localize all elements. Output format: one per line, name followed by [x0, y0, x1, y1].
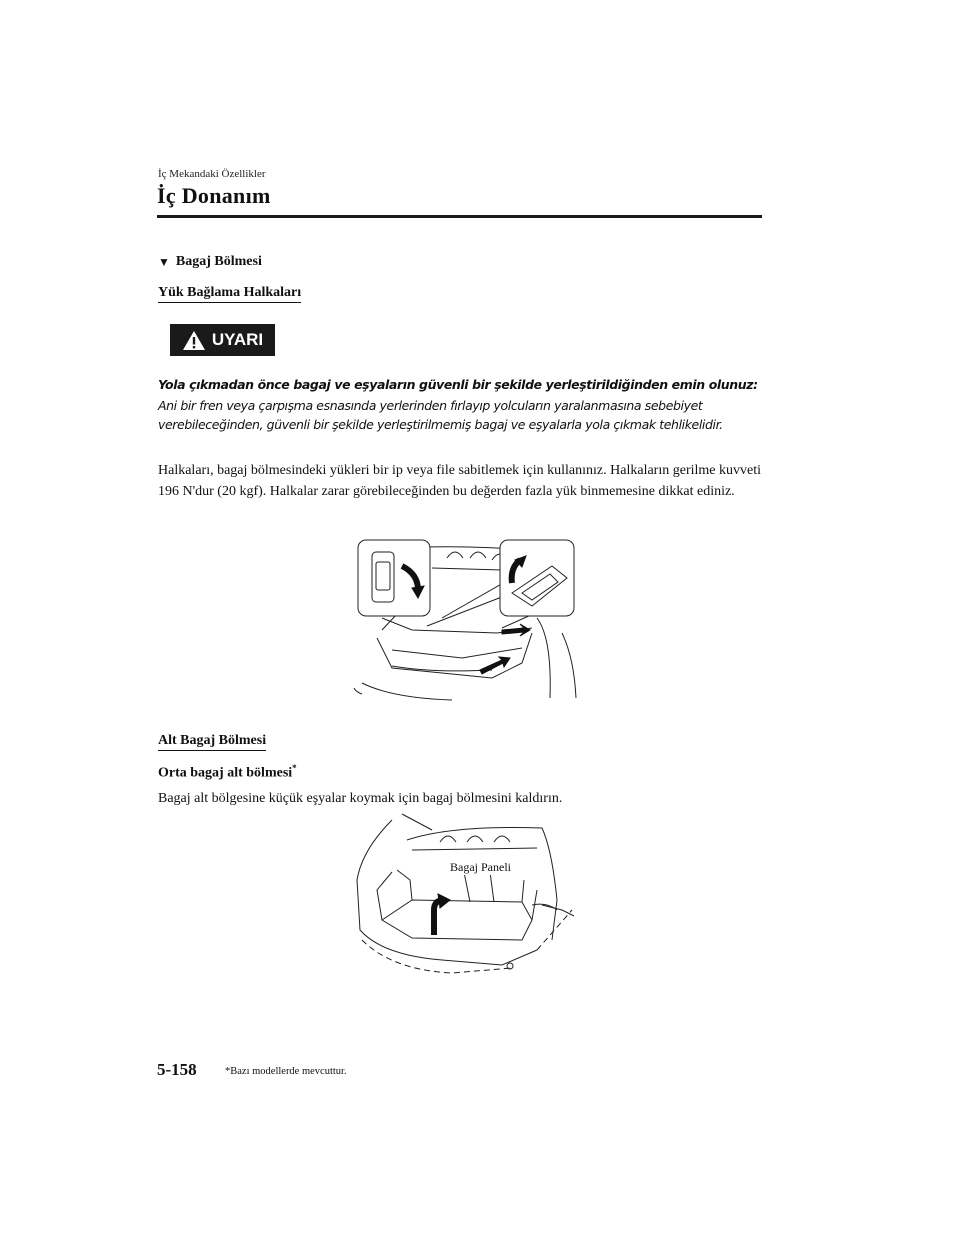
- warning-badge: [170, 324, 275, 356]
- page-number: 5-158: [157, 1060, 197, 1079]
- warning-label: UYARI: [211, 330, 264, 349]
- page-title: İç Donanım: [157, 183, 271, 208]
- figure-tie-down-hooks: [352, 538, 580, 706]
- warning-bold-text: Yola çıkmadan önce bagaj ve eşyaların güvenli bir şekilde yerleştirildiğinden emin olunuz:: [158, 377, 758, 392]
- title-divider: [157, 215, 762, 218]
- subsection-heading-center-box: [158, 763, 297, 782]
- breadcrumb: İç Mekandaki Özellikler: [158, 168, 266, 180]
- paragraph-under-floor: Bagaj alt bölgesine küçük eşyalar koymak için bagaj bölmesini kaldırın.: [158, 791, 563, 806]
- optional-marker: *: [292, 763, 297, 773]
- warning-triangle-icon: [182, 330, 206, 351]
- warning-body-text: Ani bir fren veya çarpışma esnasında yerlerinden fırlayıp yolcuların yaralanmasına sebebiyet verebileceğinden, güvenli bir şekilde yerleştirilmemiş bagaj ve eşyalarla yola çıkmak tehlikelidir.: [158, 398, 723, 432]
- section-heading: [158, 254, 262, 270]
- subsection-heading-center-box-text: Orta bagaj alt bölmesi: [158, 765, 293, 781]
- section-heading-text: Bagaj Bölmesi: [175, 254, 262, 269]
- subsection-heading-under-floor: Alt Bagaj Bölmesi: [158, 733, 266, 751]
- paragraph-tie-down: Halkaları, bagaj bölmesindeki yükleri bir ip veya file sabitlemek için kullanınız. Halkaların gerilme kuvveti 196 N'dur (20 kgf). Halkalar zarar görebileceğinden bu değerden fazla yük binmemesine dikkat ediniz.: [158, 463, 761, 499]
- figure-label-cargo-panel: Bagaj Paneli: [450, 860, 511, 874]
- triangle-marker: ▼: [158, 255, 170, 269]
- subsection-heading-tie-down: Yük Bağlama Halkaları: [158, 285, 301, 303]
- footnote: *Bazı modellerde mevcuttur.: [225, 1066, 347, 1077]
- figure-cargo-panel: [352, 810, 582, 978]
